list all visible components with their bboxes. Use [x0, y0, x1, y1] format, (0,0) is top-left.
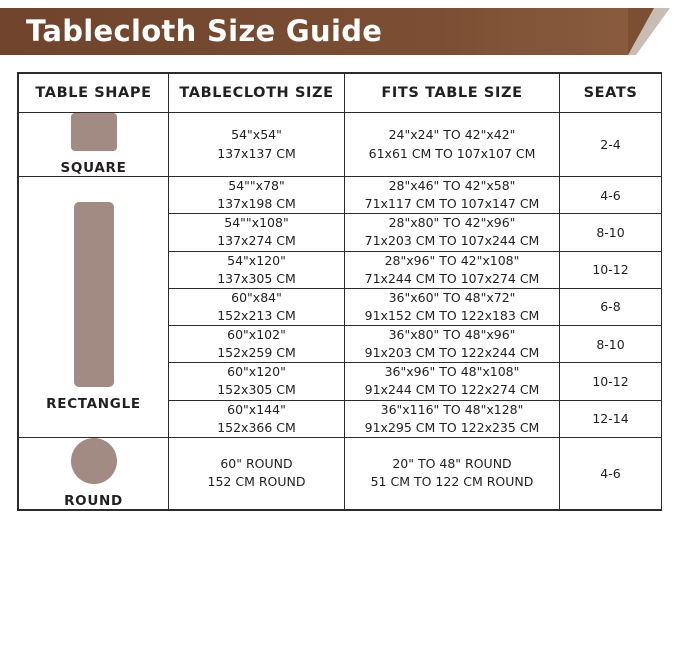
fits-inches: 36"x96" TO 48"x108": [384, 364, 520, 380]
seats-cell: 2-4: [560, 113, 662, 177]
square-swatch-icon: [71, 113, 117, 151]
page-title: Tablecloth Size Guide: [26, 14, 383, 48]
fits-cm: 71x244 CM TO 107x274 CM: [364, 270, 540, 286]
rectangle-swatch-icon: [74, 202, 114, 387]
seats-cell: 4-6: [560, 437, 662, 509]
seats-cell: 8-10: [560, 326, 662, 363]
size-cm: 137x198 CM: [217, 196, 296, 212]
fits-inches: 36"x60" TO 48"x72": [388, 289, 516, 305]
size-inches: 60"x102": [227, 327, 286, 342]
seats-cell: 6-8: [560, 288, 662, 325]
column-header-tablecloth-size: TABLECLOTH SIZE: [169, 74, 345, 113]
fits-inches: 24"x24" TO 42"x42": [388, 127, 516, 143]
table-row: [19, 113, 662, 177]
fits-table-size-cell: [345, 400, 560, 437]
fits-cm: 91x295 CM TO 122x235 CM: [364, 419, 540, 435]
table-row: [19, 177, 662, 214]
tablecloth-size-cell: [169, 400, 345, 437]
tablecloth-size-cell: [169, 251, 345, 288]
size-inches: 60"x120": [227, 364, 286, 380]
seats-cell: 10-12: [560, 363, 662, 400]
fits-cm: 61x61 CM TO 107x107 CM: [368, 145, 536, 161]
tablecloth-size-cell: [169, 363, 345, 400]
seats-cell: 10-12: [560, 251, 662, 288]
tablecloth-size-cell: [169, 437, 345, 509]
size-inches: 60" ROUND: [220, 456, 293, 472]
size-cm: 152 CM ROUND: [207, 474, 306, 490]
fits-table-size-cell: [345, 363, 560, 400]
circle-swatch-icon: [71, 438, 117, 484]
fits-inches: 28"x46" TO 42"x58": [388, 178, 516, 193]
shape-label-square: SQUARE: [60, 160, 127, 176]
tablecloth-size-cell: [169, 113, 345, 177]
fits-table-size-cell: [345, 113, 560, 177]
fits-cm: 51 CM TO 122 CM ROUND: [370, 474, 534, 490]
column-header-table-shape: TABLE SHAPE: [19, 74, 169, 113]
size-cm: 152x259 CM: [217, 345, 296, 361]
page-header: [0, 0, 679, 62]
fits-cm: 71x117 CM TO 107x147 CM: [364, 196, 540, 212]
seats-cell: 4-6: [560, 177, 662, 214]
size-inches: 54""x108": [224, 215, 289, 231]
size-guide-table: [18, 73, 662, 510]
size-inches: 60"x84": [231, 289, 282, 305]
fits-inches: 36"x116" TO 48"x128": [380, 401, 524, 417]
tablecloth-size-cell: [169, 288, 345, 325]
fits-cm: 71x203 CM TO 107x244 CM: [364, 233, 540, 249]
shape-label-rectangle: RECTANGLE: [46, 395, 141, 412]
size-guide-table-container: [17, 72, 662, 511]
fits-inches: 28"x96" TO 42"x108": [384, 252, 520, 268]
fits-table-size-cell: [345, 326, 560, 363]
seats-cell: 8-10: [560, 214, 662, 251]
tablecloth-size-cell: [169, 214, 345, 251]
size-cm: 152x366 CM: [217, 419, 296, 435]
shape-label-round: ROUND: [64, 492, 123, 509]
size-cm: 152x213 CM: [217, 307, 296, 323]
column-header-seats: SEATS: [560, 74, 662, 113]
fits-inches: 28"x80" TO 42"x96": [388, 215, 516, 231]
shape-cell-round: [19, 437, 169, 509]
size-inches: 54"x54": [231, 127, 282, 143]
shape-cell-square: [19, 113, 169, 177]
fits-inches: 36"x80" TO 48"x96": [388, 327, 516, 342]
size-inches: 54"x120": [227, 252, 286, 268]
size-cm: 137x137 CM: [217, 145, 296, 161]
tablecloth-size-cell: [169, 326, 345, 363]
fits-table-size-cell: [345, 177, 560, 214]
fits-cm: 91x203 CM TO 122x244 CM: [364, 345, 540, 361]
table-header-row: [19, 74, 662, 113]
size-cm: 137x305 CM: [217, 270, 296, 286]
size-cm: 152x305 CM: [217, 382, 296, 398]
fits-table-size-cell: [345, 288, 560, 325]
fits-cm: 91x244 CM TO 122x274 CM: [364, 382, 540, 398]
size-inches: 54""x78": [228, 178, 285, 193]
fits-inches: 20" TO 48" ROUND: [392, 456, 512, 472]
tablecloth-size-cell: [169, 177, 345, 214]
fits-table-size-cell: [345, 437, 560, 509]
size-inches: 60"x144": [227, 401, 286, 417]
column-header-fits-table-size: FITS TABLE SIZE: [345, 74, 560, 113]
size-cm: 137x274 CM: [217, 233, 296, 249]
fits-table-size-cell: [345, 214, 560, 251]
fits-cm: 91x152 CM TO 122x183 CM: [364, 307, 540, 323]
seats-cell: 12-14: [560, 400, 662, 437]
fits-table-size-cell: [345, 251, 560, 288]
shape-cell-rectangle: [19, 177, 169, 438]
table-row: [19, 437, 662, 509]
